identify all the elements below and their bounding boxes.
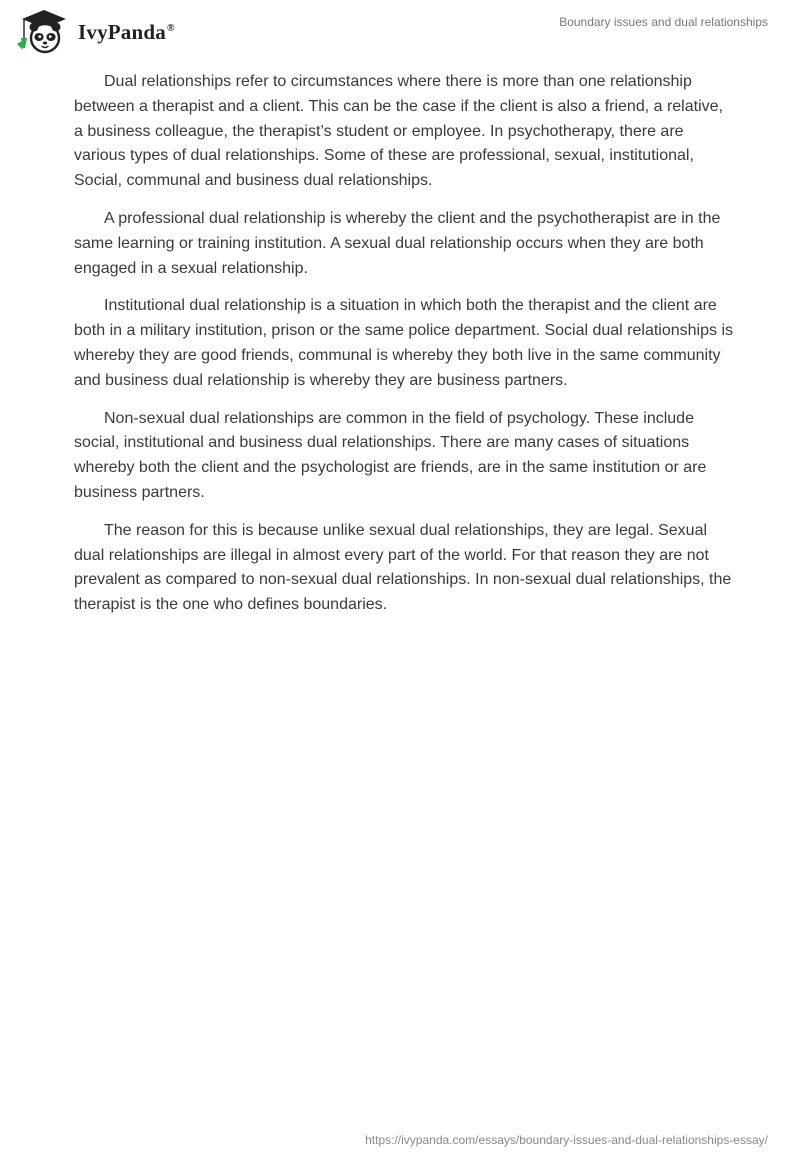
- page-header: [0, 0, 800, 60]
- paragraph-1: Dual relationships refer to circumstances where there is more than one relationship between a therapist and a client. This can be the case if the client is also a friend, a relative, a business colleague, the therapist’s student or employee. In psychotherapy, there are various types of dual relationships. Some of these are professional, sexual, institutional, Social, communal and business dual relationships.: [74, 73, 723, 190]
- source-url-link[interactable]: https://ivypanda.com/essays/boundary-issues-and-dual-relationships-essay/: [365, 1133, 768, 1147]
- paragraph-2: A professional dual relationship is whereby the client and the psychotherapist are in the same learning or training institution. A sexual dual relationship occurs when they are both engaged in a sexual relationship.: [74, 209, 721, 277]
- brand-logo[interactable]: [14, 8, 175, 54]
- paragraph-5: The reason for this is because unlike sexual dual relationships, they are legal. Sexual dual relationships are illegal in almost every part of the world. For that reason they are not prevalent as compared to non-sexual dual relationships. In non-sexual dual relationships, the therapist is the one who defines boundaries.: [74, 521, 732, 614]
- paragraph-4: Non-sexual dual relationships are common in the field of psychology. These include social, institutional and business dual relationships. There are many cases of situations whereby both the client and the psychologist are friends, are in the same institution or are business partners.: [74, 409, 707, 501]
- paragraph-3: Institutional dual relationship is a situation in which both the therapist and the client are both in a military institution, prison or the same police department. Social dual relationships is whereby they are good friends, communal is whereby they both live in the same community and business dual relationship is whereby they are business partners.: [74, 297, 733, 389]
- document-title: Boundary issues and dual relationships: [559, 15, 768, 29]
- brand-name: IvyPanda®: [78, 19, 175, 44]
- essay-body: [74, 70, 734, 631]
- registered-mark: ®: [166, 22, 175, 34]
- panda-graduation-cap-icon: [14, 8, 72, 54]
